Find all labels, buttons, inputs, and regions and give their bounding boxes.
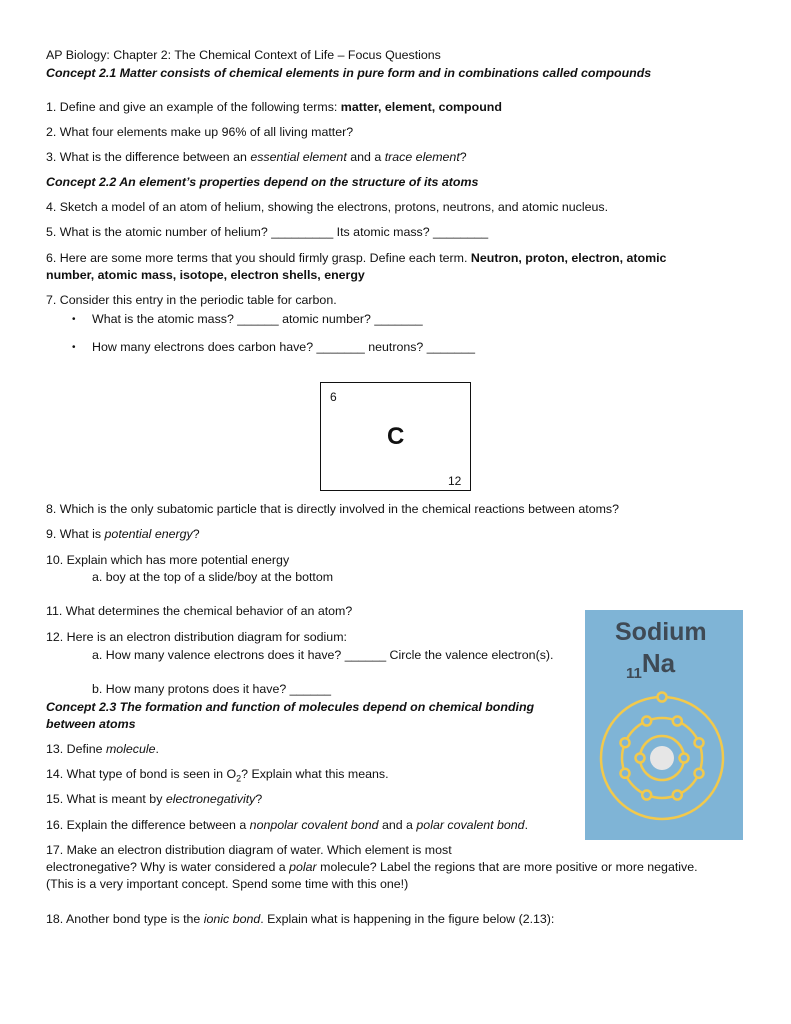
sodium-name: Sodium <box>615 618 707 646</box>
question-7-bullet-2: How many electrons does carbon have? _______ neutrons? _______ <box>92 340 476 354</box>
concept-2-3-heading-cont: between atoms <box>46 717 136 731</box>
question-12-b: b. How many protons does it have? ______ <box>92 682 332 696</box>
electron <box>621 769 630 778</box>
electron <box>642 717 651 726</box>
question-1: 1. Define and give an example of the following terms: matter, element, compound <box>46 100 502 114</box>
electron <box>680 754 689 763</box>
question-7-bullet-1: What is the atomic mass? ______ atomic number? _______ <box>92 312 423 326</box>
question-15: 15. What is meant by electronegativity? <box>46 792 263 806</box>
question-17-line-3: (This is a very important concept. Spend some time with this one!) <box>46 877 409 891</box>
carbon-atomic-number: 6 <box>330 390 337 404</box>
electron <box>642 791 651 800</box>
question-18: 18. Another bond type is the ionic bond. Explain what is happening in the figure below (2.13): <box>46 912 555 926</box>
electron <box>658 693 667 702</box>
question-16: 16. Explain the difference between a nonpolar covalent bond and a polar covalent bond. <box>46 818 529 832</box>
bullet-icon: • <box>72 342 76 353</box>
question-12-a: a. How many valence electrons does it have? ______ Circle the valence electron(s). <box>92 648 554 662</box>
question-10: 10. Explain which has more potential energy <box>46 553 290 567</box>
carbon-symbol: C <box>387 423 405 450</box>
concept-2-2-heading: Concept 2.2 An element’s properties depend on the structure of its atoms <box>46 175 479 189</box>
document-title: AP Biology: Chapter 2: The Chemical Context of Life – Focus Questions <box>46 48 441 62</box>
electron <box>621 738 630 747</box>
question-9: 9. What is potential energy? <box>46 527 200 541</box>
question-7: 7. Consider this entry in the periodic table for carbon. <box>46 293 337 307</box>
question-3: 3. What is the difference between an essential element and a trace element? <box>46 150 467 164</box>
question-13: 13. Define molecule. <box>46 742 159 756</box>
question-6: 6. Here are some more terms that you should firmly grasp. Define each term. Neutron, proton, electron, atomic <box>46 251 667 265</box>
sodium-symbol: $_{11}$Na <box>626 648 676 683</box>
question-6-terms: number, atomic mass, isotope, electron shells, energy <box>46 268 365 282</box>
electron <box>673 717 682 726</box>
question-11: 11. What determines the chemical behavior of an atom? <box>46 604 353 618</box>
question-2: 2. What four elements make up 96% of all living matter? <box>46 125 354 139</box>
question-4: 4. Sketch a model of an atom of helium, showing the electrons, protons, neutrons, and atomic nucleus. <box>46 200 609 214</box>
question-10-a: a. boy at the top of a slide/boy at the bottom <box>92 570 334 584</box>
electron <box>695 769 704 778</box>
question-17-line-2: electronegative? Why is water considered a polar molecule? Label the regions that are more positive or more negative. <box>46 860 698 874</box>
question-12: 12. Here is an electron distribution diagram for sodium: <box>46 630 347 644</box>
sodium-electron-diagram <box>585 610 743 840</box>
nucleus <box>650 746 674 770</box>
question-14: 14. What type of bond is seen in $O_2$? Explain what this means. <box>46 767 389 784</box>
concept-2-3-heading: Concept 2.3 The formation and function of molecules depend on chemical bonding <box>46 700 535 714</box>
electron <box>673 791 682 800</box>
electron <box>695 738 704 747</box>
sodium-atom-model <box>585 690 743 840</box>
periodic-table-entry-carbon <box>320 382 471 491</box>
electron <box>636 754 645 763</box>
bullet-icon: • <box>72 314 76 325</box>
question-8: 8. Which is the only subatomic particle that is directly involved in the chemical reactions between atoms? <box>46 502 619 516</box>
question-5: 5. What is the atomic number of helium? _________ Its atomic mass? ________ <box>46 225 489 239</box>
question-17: 17. Make an electron distribution diagram of water. Which element is most <box>46 843 452 857</box>
concept-2-1-heading: Concept 2.1 Matter consists of chemical elements in pure form and in combinations called compounds <box>46 66 652 80</box>
carbon-atomic-mass: 12 <box>448 474 462 488</box>
